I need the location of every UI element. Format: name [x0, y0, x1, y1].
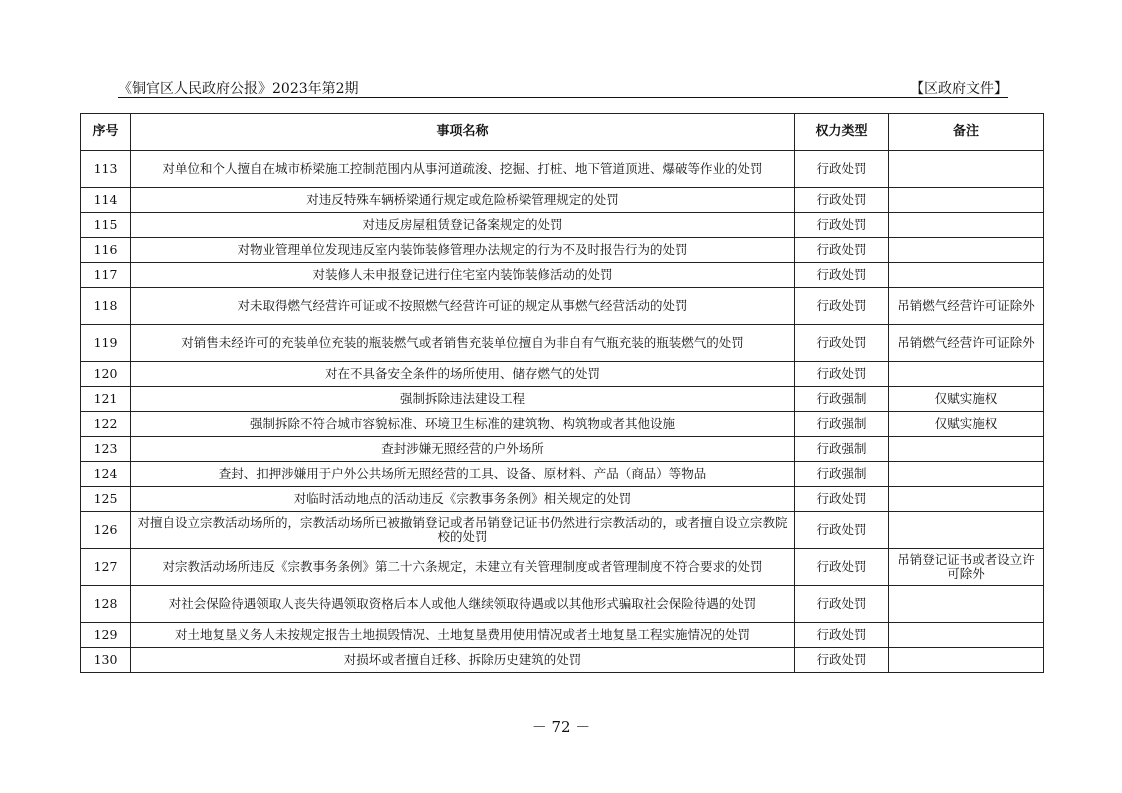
item-name: 对临时活动地点的活动违反《宗教事务条例》相关规定的处罚	[131, 487, 795, 512]
power-type: 行政强制	[795, 412, 889, 437]
column-header-type: 权力类型	[795, 114, 889, 151]
item-name: 对擅自设立宗教活动场所的，宗教活动场所已被撤销登记或者吊销登记证书仍然进行宗教活动的，或者擅自设立宗教院校的处罚	[131, 512, 795, 549]
remark	[889, 462, 1044, 487]
table-row	[81, 512, 1044, 549]
table-row	[81, 648, 1044, 673]
remark	[889, 151, 1044, 188]
row-number: 127	[81, 549, 131, 586]
table-row	[81, 549, 1044, 586]
power-type: 行政处罚	[795, 487, 889, 512]
row-number: 129	[81, 623, 131, 648]
item-name: 对物业管理单位发现违反室内装饰装修管理办法规定的行为不及时报告行为的处罚	[131, 238, 795, 263]
remark	[889, 362, 1044, 387]
table-row	[81, 362, 1044, 387]
table-row	[81, 462, 1044, 487]
row-number: 128	[81, 586, 131, 623]
table-row	[81, 387, 1044, 412]
item-name: 对土地复垦义务人未按规定报告土地损毁情况、土地复垦费用使用情况或者土地复垦工程实施情况的处罚	[131, 623, 795, 648]
item-name: 对装修人未申报登记进行住宅室内装饰装修活动的处罚	[131, 263, 795, 288]
power-type: 行政处罚	[795, 213, 889, 238]
table-row	[81, 437, 1044, 462]
power-type: 行政处罚	[795, 623, 889, 648]
table-row	[81, 412, 1044, 437]
item-name: 对宗教活动场所违反《宗教事务条例》第二十六条规定，未建立有关管理制度或者管理制度不符合要求的处罚	[131, 549, 795, 586]
row-number: 130	[81, 648, 131, 673]
table-body	[81, 151, 1044, 673]
remark: 吊销燃气经营许可证除外	[889, 288, 1044, 325]
power-type: 行政处罚	[795, 263, 889, 288]
remark: 吊销燃气经营许可证除外	[889, 325, 1044, 362]
item-name: 强制拆除不符合城市容貌标准、环境卫生标准的建筑物、构筑物或者其他设施	[131, 412, 795, 437]
item-name: 对单位和个人擅自在城市桥梁施工控制范围内从事河道疏浚、挖掘、打桩、地下管道顶进、爆破等作业的处罚	[131, 151, 795, 188]
remark	[889, 263, 1044, 288]
power-type: 行政处罚	[795, 586, 889, 623]
item-name: 对损坏或者擅自迁移、拆除历史建筑的处罚	[131, 648, 795, 673]
remark: 仅赋实施权	[889, 412, 1044, 437]
bulletin-title: 《铜官区人民政府公报》2023年第2期	[118, 81, 359, 97]
row-number: 124	[81, 462, 131, 487]
row-number: 116	[81, 238, 131, 263]
row-number: 115	[81, 213, 131, 238]
item-name: 对违反房屋租赁登记备案规定的处罚	[131, 213, 795, 238]
remark	[889, 437, 1044, 462]
header-rule	[118, 97, 1008, 98]
section-label: 【区政府文件】	[910, 81, 1008, 97]
power-type: 行政处罚	[795, 549, 889, 586]
row-number: 121	[81, 387, 131, 412]
items-table	[80, 113, 1044, 673]
row-number: 120	[81, 362, 131, 387]
column-header-note: 备注	[889, 114, 1044, 151]
row-number: 126	[81, 512, 131, 549]
row-number: 125	[81, 487, 131, 512]
power-type: 行政处罚	[795, 648, 889, 673]
power-type: 行政强制	[795, 387, 889, 412]
table-header-row	[81, 114, 1044, 151]
row-number: 119	[81, 325, 131, 362]
row-number: 113	[81, 151, 131, 188]
row-number: 117	[81, 263, 131, 288]
row-number: 114	[81, 188, 131, 213]
table-row	[81, 213, 1044, 238]
remark	[889, 512, 1044, 549]
item-name: 对违反特殊车辆桥梁通行规定或危险桥梁管理规定的处罚	[131, 188, 795, 213]
power-type: 行政处罚	[795, 325, 889, 362]
table-row	[81, 288, 1044, 325]
remark	[889, 648, 1044, 673]
table-row	[81, 263, 1044, 288]
remark	[889, 238, 1044, 263]
remark	[889, 586, 1044, 623]
power-type: 行政处罚	[795, 362, 889, 387]
page-header	[118, 76, 1008, 98]
power-type: 行政强制	[795, 437, 889, 462]
power-type: 行政处罚	[795, 512, 889, 549]
column-header-no: 序号	[81, 114, 131, 151]
item-name: 强制拆除违法建设工程	[131, 387, 795, 412]
item-name: 对未取得燃气经营许可证或不按照燃气经营许可证的规定从事燃气经营活动的处罚	[131, 288, 795, 325]
item-name: 对在不具备安全条件的场所使用、储存燃气的处罚	[131, 362, 795, 387]
row-number: 122	[81, 412, 131, 437]
table-row	[81, 151, 1044, 188]
table-row	[81, 188, 1044, 213]
remark	[889, 188, 1044, 213]
table-row	[81, 586, 1044, 623]
column-header-name: 事项名称	[131, 114, 795, 151]
power-type: 行政处罚	[795, 188, 889, 213]
remark: 吊销登记证书或者设立许可除外	[889, 549, 1044, 586]
remark: 仅赋实施权	[889, 387, 1044, 412]
table-row	[81, 238, 1044, 263]
row-number: 123	[81, 437, 131, 462]
table-row	[81, 325, 1044, 362]
power-type: 行政强制	[795, 462, 889, 487]
item-name: 查封涉嫌无照经营的户外场所	[131, 437, 795, 462]
page-number: － 72 －	[531, 718, 591, 736]
table-row	[81, 487, 1044, 512]
item-name: 查封、扣押涉嫌用于户外公共场所无照经营的工具、设备、原材料、产品（商品）等物品	[131, 462, 795, 487]
power-type: 行政处罚	[795, 151, 889, 188]
remark	[889, 623, 1044, 648]
item-name: 对社会保险待遇领取人丧失待遇领取资格后本人或他人继续领取待遇或以其他形式骗取社会保险待遇的处罚	[131, 586, 795, 623]
row-number: 118	[81, 288, 131, 325]
table-row	[81, 623, 1044, 648]
power-type: 行政处罚	[795, 238, 889, 263]
remark	[889, 487, 1044, 512]
power-type: 行政处罚	[795, 288, 889, 325]
remark	[889, 213, 1044, 238]
item-name: 对销售未经许可的充装单位充装的瓶装燃气或者销售充装单位擅自为非自有气瓶充装的瓶装燃气的处罚	[131, 325, 795, 362]
